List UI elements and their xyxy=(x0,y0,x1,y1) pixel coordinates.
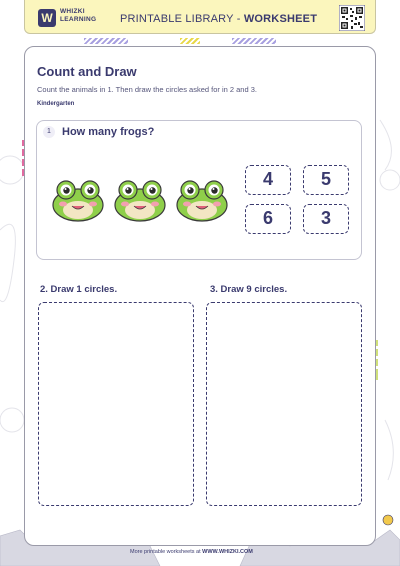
question-3-drawing-area[interactable] xyxy=(206,302,362,506)
header-stripe-mid xyxy=(180,38,200,44)
page-header xyxy=(24,0,376,34)
question-3-label: 3. Draw 9 circles. xyxy=(210,284,288,295)
header-title-bold: WORKSHEET xyxy=(243,13,318,25)
question-2-label: 2. Draw 1 circles. xyxy=(40,284,118,295)
frog-icon xyxy=(174,175,230,223)
footer-prefix: More printable worksheets at xyxy=(130,549,203,555)
brand-line-2: LEARNING xyxy=(60,16,97,23)
worksheet-instructions: Count the animals in 1. Then draw the circles asked for in 2 and 3. xyxy=(37,85,257,94)
frog-icon xyxy=(112,175,168,223)
header-stripe-right xyxy=(232,38,276,44)
grade-level: Kindergarten xyxy=(37,101,75,107)
header-title xyxy=(120,13,317,25)
question-2-drawing-area[interactable] xyxy=(38,302,194,506)
question-1-number: 1 xyxy=(43,126,55,138)
answer-choice[interactable]: 4 xyxy=(245,165,291,195)
question-1-prompt: How many frogs? xyxy=(62,126,155,138)
answer-choice[interactable]: 3 xyxy=(303,204,349,234)
header-title-prefix: PRINTABLE LIBRARY - xyxy=(120,13,244,25)
logo-icon: W xyxy=(38,9,56,27)
frog-icon xyxy=(50,175,106,223)
qr-code-icon xyxy=(339,5,365,31)
header-stripe-left xyxy=(84,38,128,44)
footer-site-link[interactable]: WWW.WHIZKI.COM xyxy=(202,549,253,555)
answer-choice[interactable]: 6 xyxy=(245,204,291,234)
worksheet-title: Count and Draw xyxy=(37,64,137,79)
answer-choice[interactable]: 5 xyxy=(303,165,349,195)
footer-text xyxy=(130,549,253,555)
brand-line-1: WHIZKI xyxy=(60,8,85,15)
brand-name xyxy=(60,8,96,24)
